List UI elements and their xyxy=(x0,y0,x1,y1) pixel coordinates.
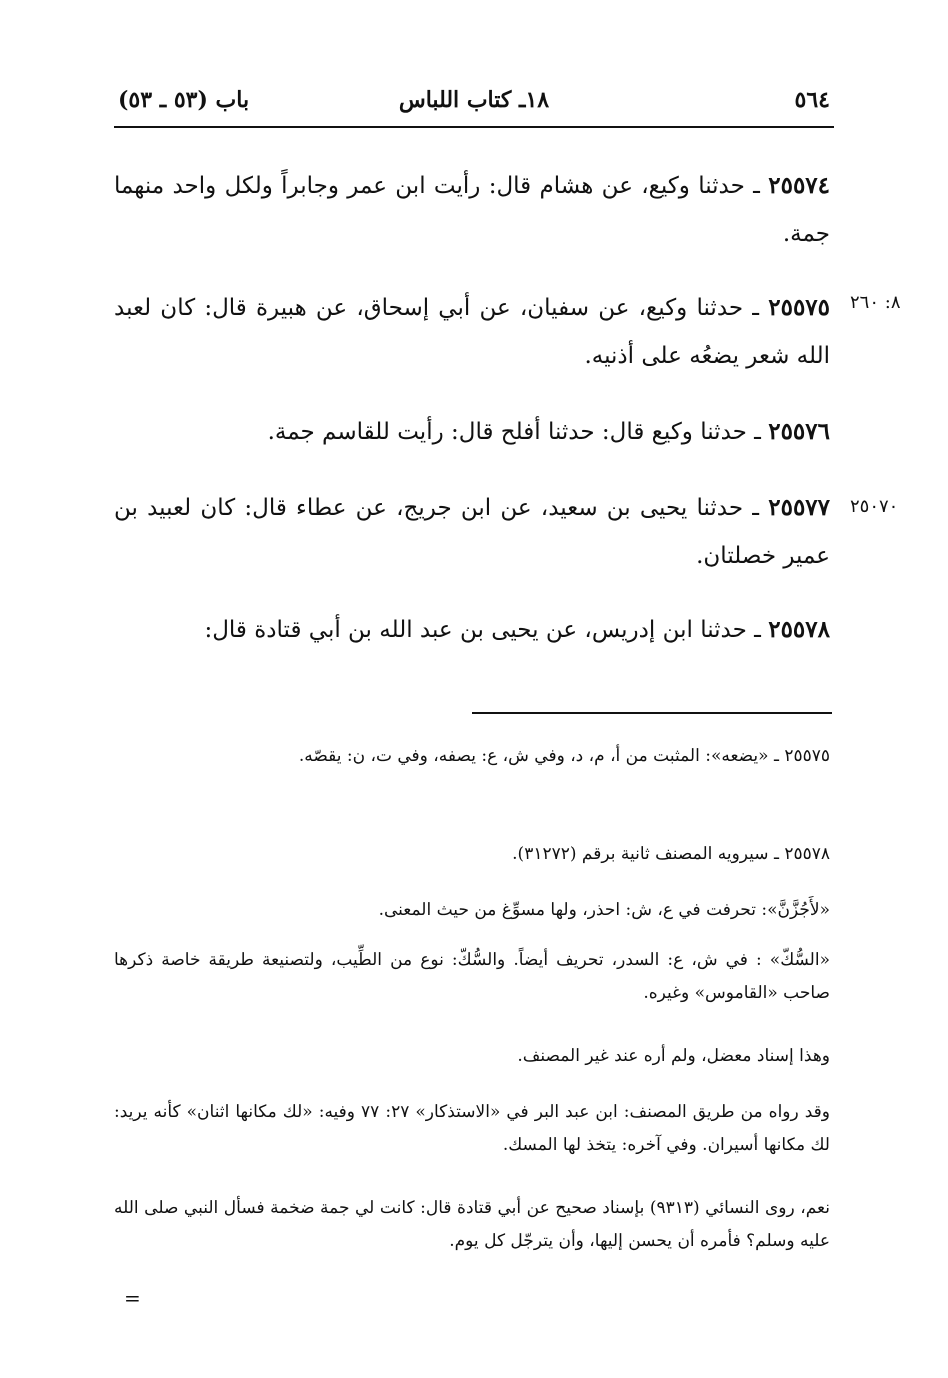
hadith-number: ٢٥٥٧٥ xyxy=(768,294,831,321)
hadith-number: ٢٥٥٧٧ xyxy=(768,494,831,521)
hadith-number: ٢٥٥٧٤ xyxy=(768,172,831,199)
footnote-separator xyxy=(472,712,832,714)
hadith-text: ـ حدثنا وكيع قال: حدثنا أفلح قال: رأيت للقاسم جمة. xyxy=(267,419,761,445)
continuation-mark: = xyxy=(124,1286,141,1310)
margin-reference: ٢٥٠٧٠ xyxy=(850,496,899,517)
chapter-heading: باب (٥٣ ـ ٥٣) xyxy=(118,87,250,113)
footnote: ٢٥٥٧٥ ـ «يضعه»: المثبت من أ، م، د، وفي ش، ع: يصفه، وفي ت، ن: يقصّه. xyxy=(298,746,830,766)
page-number: ٥٦٤ xyxy=(794,87,830,113)
footnote: وقد رواه من طريق المصنف: ابن عبد البر في «الاستذكار» ٢٧: ٧٧ وفيه: «لك مكانها اثنان» كأنه يريد: لك مكانها أسيران. وفي آخره: يتخذ لها المسك. xyxy=(114,1102,830,1155)
footnote: نعم، روى النسائي (٩٣١٣) بإسناد صحيح عن أبي قتادة قال: كانت لي جمة ضخمة فسأل النبي صلى الله عليه وسلم؟ فأمره أن يحسن إليها، وأن يترجّل كل يوم. xyxy=(114,1198,830,1251)
margin-reference: ٨: ٢٦٠ xyxy=(850,292,901,313)
hadith-text: ـ حدثنا وكيع، عن هشام قال: رأيت ابن عمر وجابراً ولكل واحد منهما جمة. xyxy=(114,173,830,247)
footnote: ٢٥٥٧٨ ـ سيرويه المصنف ثانية برقم (٣١٢٧٢). xyxy=(512,844,830,864)
hadith-text: ـ حدثنا ابن إدريس، عن يحيى بن عبد الله بن أبي قتادة قال: xyxy=(204,617,761,643)
hadith-entry xyxy=(114,484,830,580)
hadith-text: ـ حدثنا وكيع، عن سفيان، عن أبي إسحاق، عن هبيرة قال: كان لعبد الله شعر يضعُه على أذنيه. xyxy=(114,295,830,369)
hadith-entry xyxy=(114,606,830,654)
footnote: وهذا إسناد معضل، ولم أره عند غير المصنف. xyxy=(517,1046,830,1066)
footnote: «السُّكّ» : في ش، ع: السدر، تحريف أيضاً. والسُّكّ: نوع من الطِّيب، ولتصنيعة طريقة خاصة ذكرها صاحب «القاموس» وغيره. xyxy=(114,950,830,1003)
footnote: «لأَجُزَّنَّ»: تحرفت في ع، ش: احذر، ولها مسوِّغ من حيث المعنى. xyxy=(378,900,830,920)
hadith-number: ٢٥٥٧٦ xyxy=(768,418,830,445)
hadith-entry xyxy=(114,408,830,456)
hadith-entry xyxy=(114,284,830,380)
header-rule xyxy=(114,126,834,128)
hadith-entry xyxy=(114,162,830,258)
hadith-text: ـ حدثنا يحيى بن سعيد، عن ابن جريج، عن عطاء قال: كان لعبيد بن عمير خصلتان. xyxy=(114,495,830,569)
hadith-number: ٢٥٥٧٨ xyxy=(768,616,830,643)
book-title: ١٨ـ كتاب اللباس xyxy=(398,87,550,113)
